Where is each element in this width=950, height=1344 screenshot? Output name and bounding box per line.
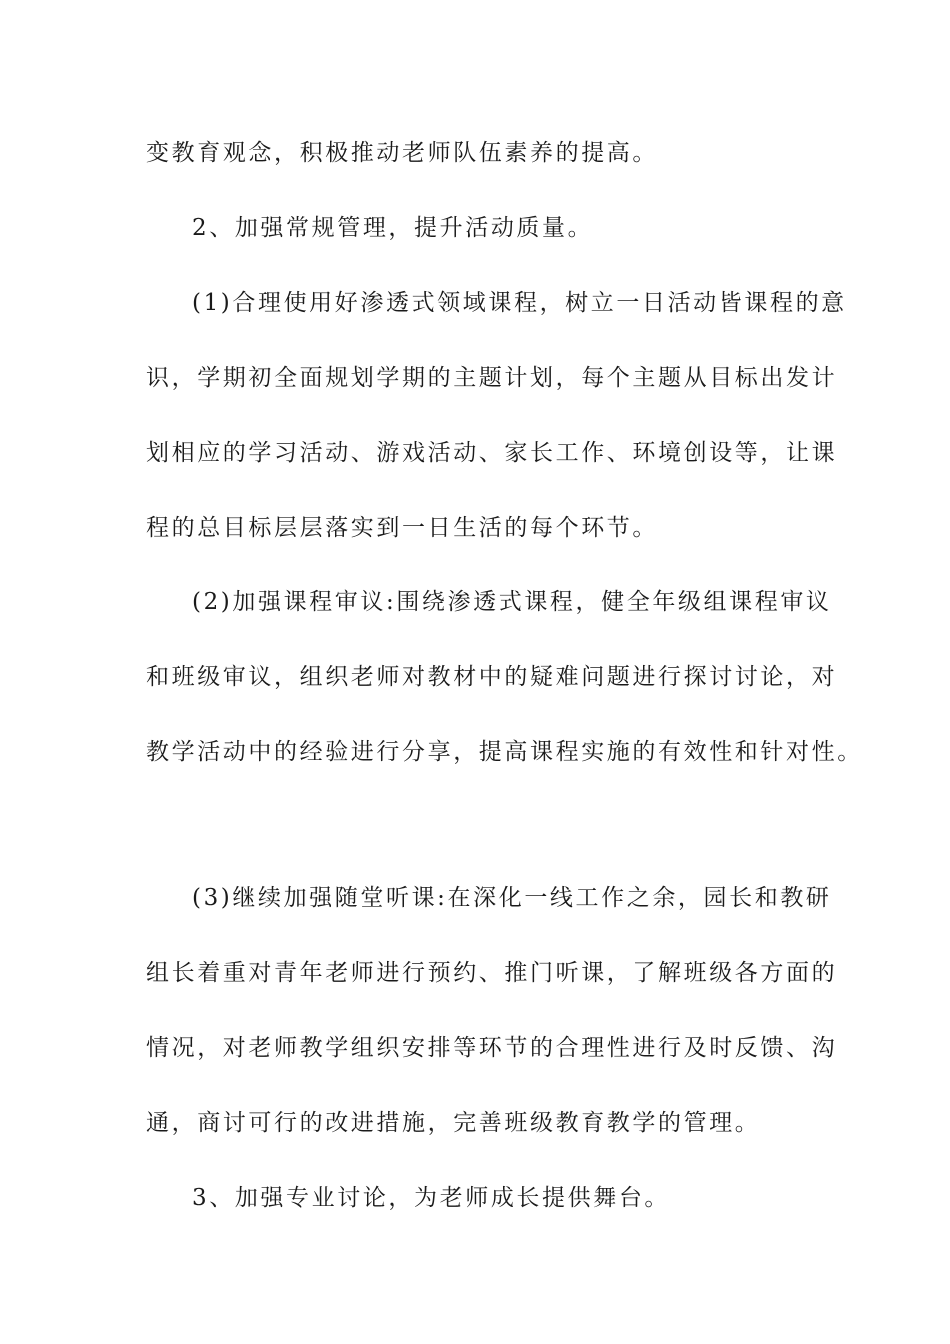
- paragraph-line: (2)加强课程审议:围绕渗透式课程，健全年级组课程审议: [192, 589, 832, 615]
- paragraph-line: 程的总目标层层落实到一日生活的每个环节。: [146, 515, 658, 541]
- paragraph-line: 划相应的学习活动、游戏活动、家长工作、环境创设等，让课: [146, 440, 838, 466]
- section-heading: 3、加强专业讨论，为老师成长提供舞台。: [192, 1185, 671, 1211]
- paragraph-line: 教学活动中的经验进行分享，提高课程实施的有效性和针对性。: [146, 739, 863, 765]
- section-heading: 2、加强常规管理，提升活动质量。: [192, 215, 594, 241]
- paragraph-line: 变教育观念，积极推动老师队伍素养的提高。: [146, 140, 658, 166]
- paragraph-line: (1)合理使用好渗透式领域课程，树立一日活动皆课程的意: [192, 290, 847, 316]
- paragraph-line: 通，商讨可行的改进措施，完善班级教育教学的管理。: [146, 1110, 761, 1136]
- paragraph-line: 和班级审议，组织老师对教材中的疑难问题进行探讨讨论，对: [146, 664, 838, 690]
- paragraph-line: 情况，对老师教学组织安排等环节的合理性进行及时反馈、沟: [146, 1035, 838, 1061]
- paragraph-line: 识，学期初全面规划学期的主题计划，每个主题从目标出发计: [146, 365, 838, 391]
- paragraph-line: (3)继续加强随堂听课:在深化一线工作之余，园长和教研: [192, 885, 832, 911]
- paragraph-line: 组长着重对青年老师进行预约、推门听课，了解班级各方面的: [146, 960, 838, 986]
